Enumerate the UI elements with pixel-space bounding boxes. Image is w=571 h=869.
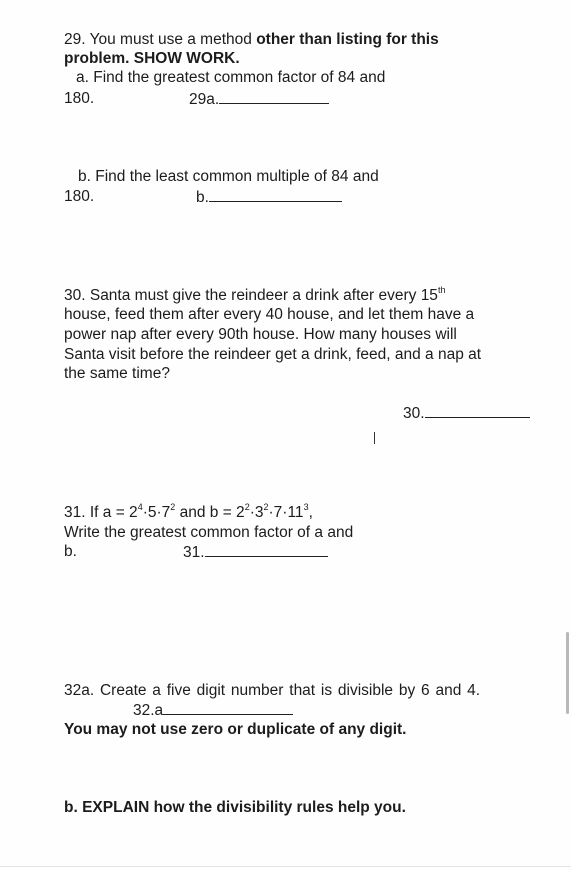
q31-a-mid: ·5·7 [142,504,171,521]
stray-pen-mark [374,432,375,444]
q31-b-mid-1: ·3 [249,504,264,521]
q29a-prompt-cont: 180. [64,90,95,107]
q29a-answer-field [189,89,329,109]
q31-line-2: Write the greatest common factor of a and [64,524,354,541]
q30-answer-field [403,403,530,423]
q29b-answer-label: b. [196,189,209,206]
q31-b-exp-2: 2 [263,502,269,512]
q32a-prompt: 32a. Create a five digit number that is divisible by 6 and 4. [64,682,481,699]
q29b-prompt: b. Find the least common multiple of 84 and [78,168,379,185]
q32a-answer-label: 32.a [133,702,164,719]
q30-answer-label: 30. [403,405,425,422]
q29-line-1 [64,30,439,49]
q32a-answer-field [133,700,293,720]
q30-superscript: th [437,285,446,295]
q32a-answer-blank [163,700,293,715]
q29a-answer-blank [219,89,329,104]
bottom-edge-line [0,866,571,867]
q30-line-4: Santa visit before the reindeer get a drink, feed, and a nap at [64,346,482,363]
q31-a-exp-2: 2 [170,502,176,512]
q29-text-a: You must use a method [89,31,257,48]
q31-comma: , [308,504,313,521]
q29b-answer-blank [209,187,342,202]
q31-answer-blank [205,542,328,557]
q32-rule: You may not use zero or duplicate of any digit. [64,721,407,738]
q31-a-exp-1: 4 [137,502,143,512]
q29-line-2: problem. SHOW WORK. [64,50,240,67]
q31-b-mid-2: ·7·11 [268,504,304,521]
q31-line-3: b. [64,543,77,560]
q31-answer-label: 31. [183,544,205,561]
q30-line-5: the same time? [64,365,170,382]
q32b-prompt: b. EXPLAIN how the divisibility rules help you. [64,799,406,816]
q30-answer-blank [425,403,530,418]
q29b-answer-field [196,187,342,207]
q31-b-exp-3: 3 [303,502,309,512]
q29-number: 29. [64,31,86,48]
q30-line-3: power nap after every 90th house. How many houses will [64,326,457,343]
q29-text-bold: other than listing for this [256,31,439,48]
q29a-prompt: a. Find the greatest common factor of 84 and [76,69,386,86]
q30-line-2: house, feed them after every 40 house, and let them have a [64,306,475,323]
q31-answer-field [183,542,328,562]
q31-line-1 [64,503,313,522]
q31-and-b: and b = 2 [175,504,245,521]
q30-line-1-text: 30. Santa must give the reindeer a drink after every 15 [64,287,438,304]
q29a-answer-label: 29a. [189,91,220,108]
q31-prefix: 31. If a = 2 [64,504,138,521]
q29b-prompt-cont: 180. [64,188,95,205]
q31-b-exp-1: 2 [244,502,250,512]
q30-line-1 [64,286,445,305]
right-edge-shadow [566,632,569,714]
